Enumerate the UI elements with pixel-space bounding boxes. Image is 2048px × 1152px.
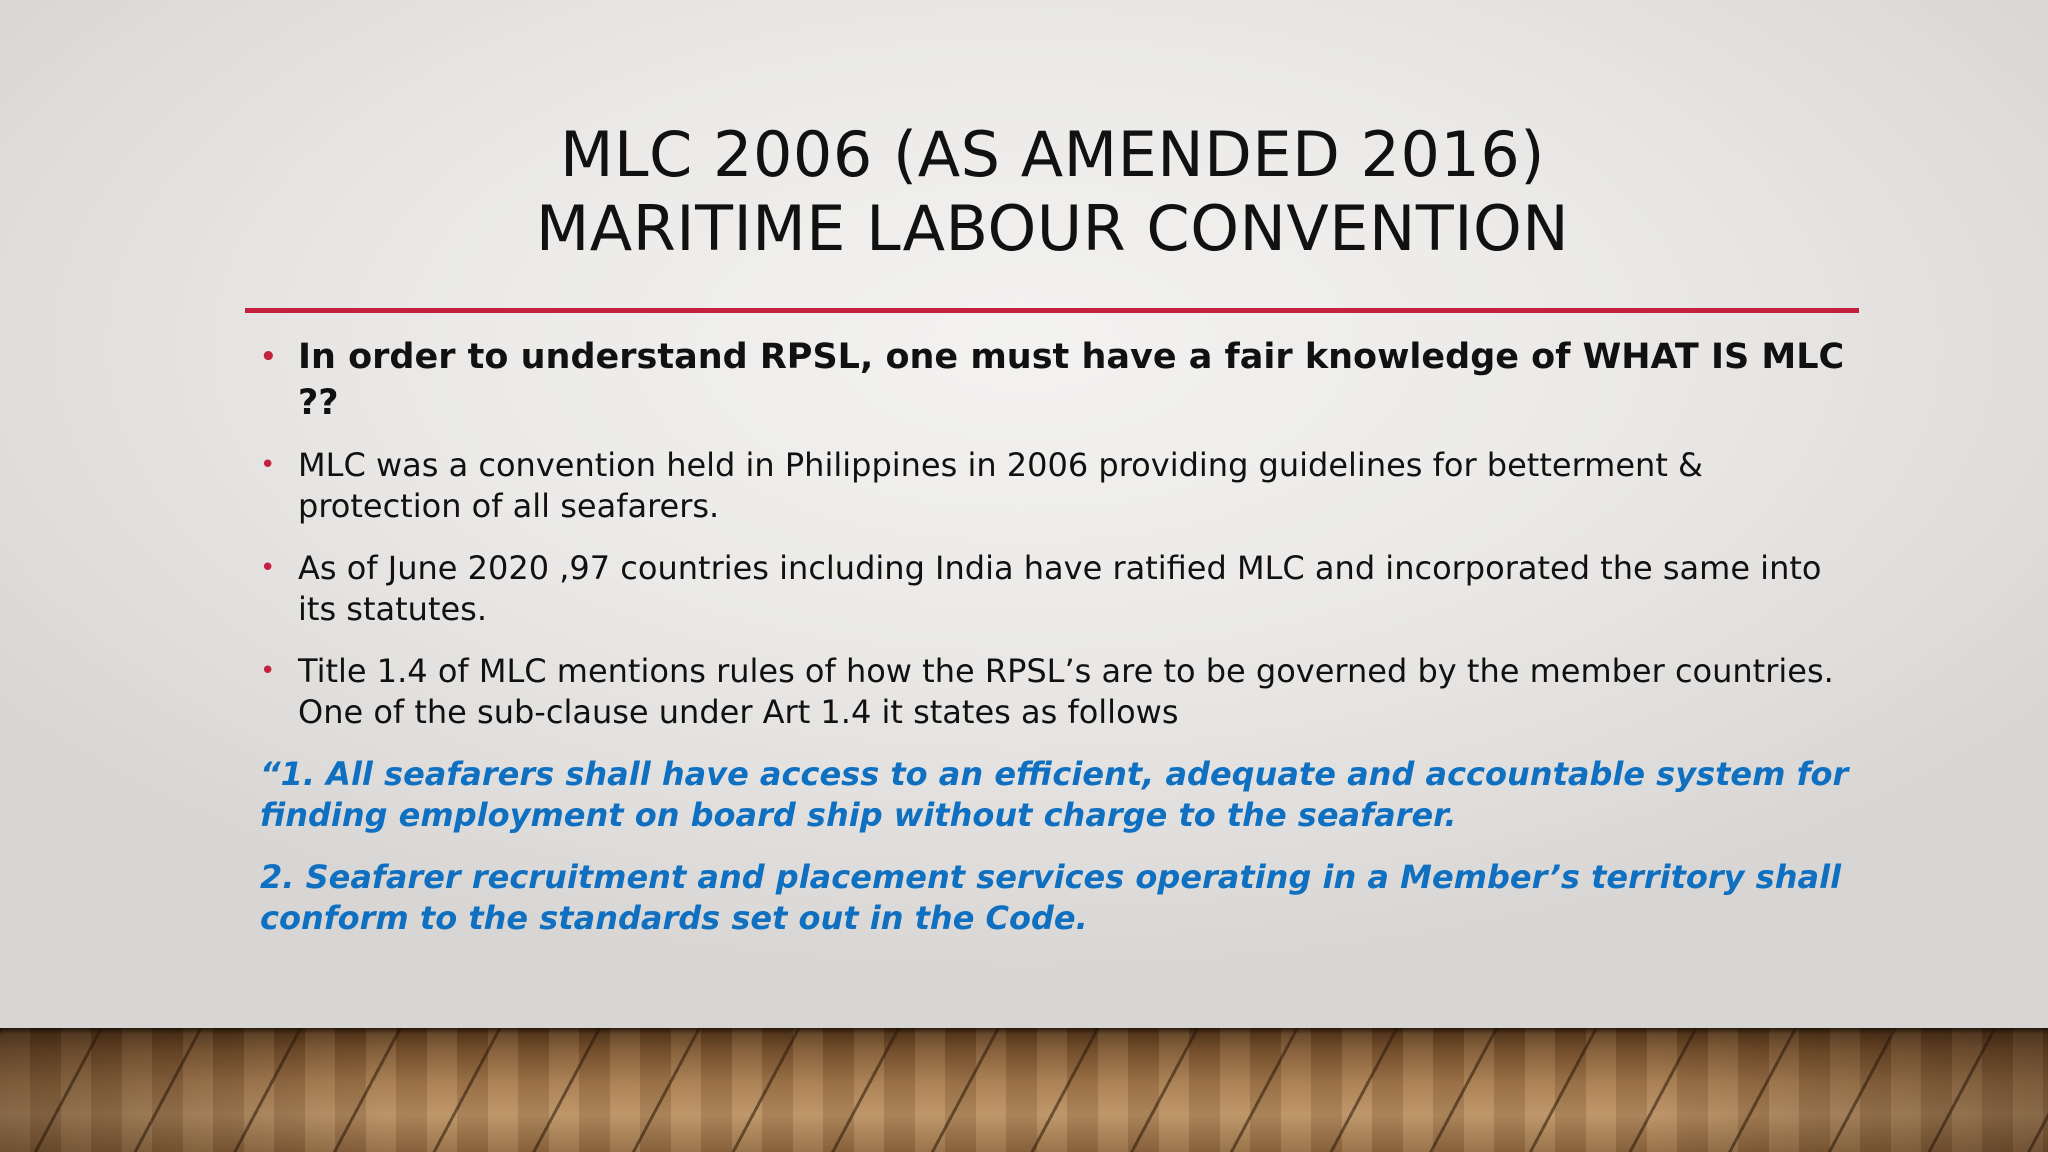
quote-clause-2: 2. Seafarer recruitment and placement services operating in a Member’s territory shall conform to the standards set out in the Code. — [260, 858, 1842, 937]
title-divider — [245, 308, 1859, 313]
quote-clause-1: “1. All seafarers shall have access to an efficient, adequate and accountable system for finding employment on board ship without charge to the seafarer. — [260, 755, 1849, 834]
title-line-1: MLC 2006 (AS AMENDED 2016) — [560, 118, 1545, 191]
bullet-text: Title 1.4 of MLC mentions rules of how the RPSL’s are to be governed by the member countries. One of the sub-clause under Art 1.4 it states as follows — [298, 652, 1834, 731]
title-line-2: MARITIME LABOUR CONVENTION — [535, 192, 1570, 265]
bullet-item — [260, 651, 1860, 733]
bullet-dot-icon: • — [260, 342, 277, 372]
slide-content — [260, 334, 1860, 960]
wood-floor-background — [0, 1028, 2048, 1152]
slide-title — [245, 118, 1860, 266]
bullet-text: MLC was a convention held in Philippines in 2006 providing guidelines for betterment & protection of all seafarers. — [298, 446, 1703, 525]
bullet-dot-icon: • — [260, 553, 276, 583]
bullet-item — [260, 334, 1860, 426]
bullet-text: In order to understand RPSL, one must have a fair knowledge of WHAT IS MLC ?? — [298, 337, 1845, 423]
bullet-text: As of June 2020 ,97 countries including India have ratified MLC and incorporated the same into its statutes. — [298, 549, 1822, 628]
bullet-item — [260, 548, 1860, 630]
bullet-item — [260, 445, 1860, 527]
bullet-dot-icon: • — [260, 450, 276, 480]
bullet-dot-icon: • — [260, 656, 276, 686]
